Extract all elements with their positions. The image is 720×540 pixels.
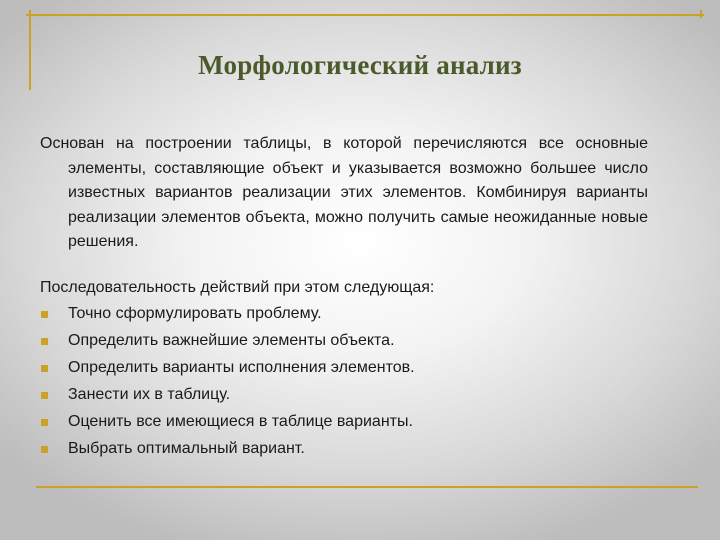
steps-list [40,300,648,462]
frame-top-line [26,14,704,16]
step-text: Точно сформулировать проблему. [68,305,322,322]
description-paragraph: Основан на построении таблицы, в которой перечисляются все основные элементы, составляющие объект и указывается возможно большее число известных вариантов реализации этих элементов. Комбинируя варианты реализации элементов объекта, можно получить самые неожиданные новые решения. [40,135,648,250]
list-item [40,408,648,435]
list-item [40,300,648,327]
square-bullet-icon [41,419,48,426]
slide-body [40,132,648,462]
frame-bottom-line [36,486,698,488]
square-bullet-icon [41,311,48,318]
step-text: Оценить все имеющиеся в таблице варианты. [68,413,413,430]
list-item [40,354,648,381]
steps-intro: Последовательность действий при этом следующая: [40,278,435,296]
square-bullet-icon [41,446,48,453]
list-item [40,381,648,408]
step-text: Определить важнейшие элементы объекта. [68,332,395,349]
slide-title: Морфологический анализ [198,50,522,80]
list-item [40,327,648,354]
frame-corner-tick [700,10,702,18]
step-text: Занести их в таблицу. [68,386,231,403]
square-bullet-icon [41,338,48,345]
step-text: Выбрать оптимальный вариант. [68,440,305,457]
square-bullet-icon [41,392,48,399]
list-item [40,435,648,462]
square-bullet-icon [41,365,48,372]
step-text: Определить варианты исполнения элементов. [68,359,415,376]
